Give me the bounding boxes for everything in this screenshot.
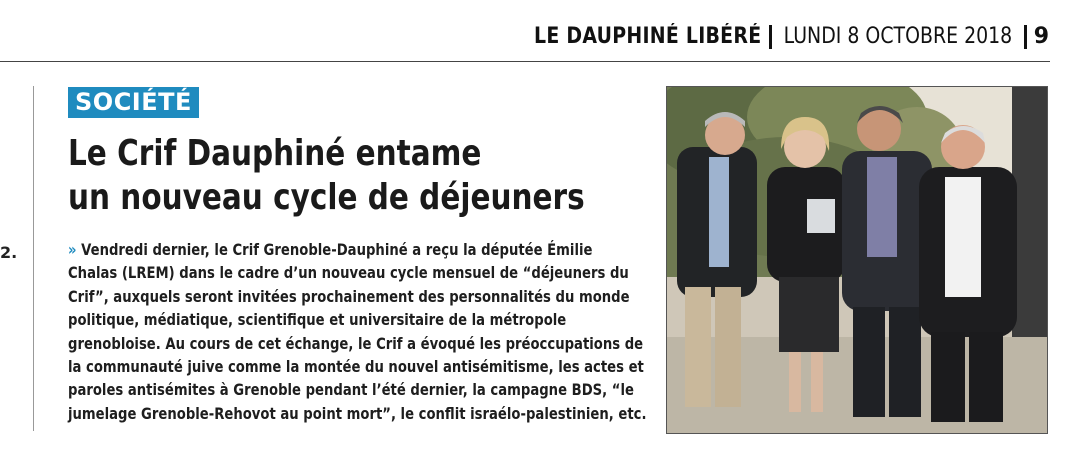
body-line: jumelage Grenoble-Rehovot au point mort”, le conflit israélo-palestinien, etc. — [68, 403, 647, 423]
header-rule — [0, 61, 1050, 62]
body-line: Crif”, auxquels seront invitées prochainement des personnalités du monde — [68, 286, 630, 306]
newspaper-name: LE DAUPHINÉ LIBÉRÉ — [534, 24, 762, 49]
masthead-separator — [1024, 25, 1027, 49]
body-line: grenobloise. Au cours de cet échange, le Crif a évoqué les préoccupations de — [68, 333, 644, 353]
article-headline — [68, 132, 585, 220]
masthead-separator — [769, 25, 772, 49]
body-line: paroles antisémites à Grenoble pendant l’été dernier, la campagne BDS, “le — [68, 380, 634, 400]
group-photo-illustration — [667, 87, 1047, 433]
body-line: politique, médiatique, scientifique et universitaire de la métropole — [68, 310, 567, 330]
column-divider — [33, 86, 34, 431]
headline-line: un nouveau cycle de déjeuners — [68, 177, 585, 218]
article-photo — [666, 86, 1048, 434]
body-line: Chalas (LREM) dans le cadre d’un nouveau cycle mensuel de “déjeuners du — [68, 263, 629, 283]
lead-marker: » — [68, 240, 77, 259]
body-line: la communauté juive comme la montée du nouvel antisémitisme, les actes et — [68, 357, 644, 377]
issue-date: LUNDI 8 OCTOBRE 2018 — [783, 24, 1013, 49]
page-masthead — [497, 24, 1049, 49]
page-number: 9 — [1033, 24, 1049, 49]
headline-line: Le Crif Dauphiné entame — [68, 133, 482, 174]
previous-column-fragment: 2. — [0, 243, 18, 262]
body-line — [68, 238, 637, 261]
section-rubric: SOCIÉTÉ — [68, 87, 199, 118]
article-body — [68, 238, 647, 425]
body-line-text: Vendredi dernier, le Crif Grenoble-Dauphiné a reçu la députée Émilie — [76, 240, 593, 259]
